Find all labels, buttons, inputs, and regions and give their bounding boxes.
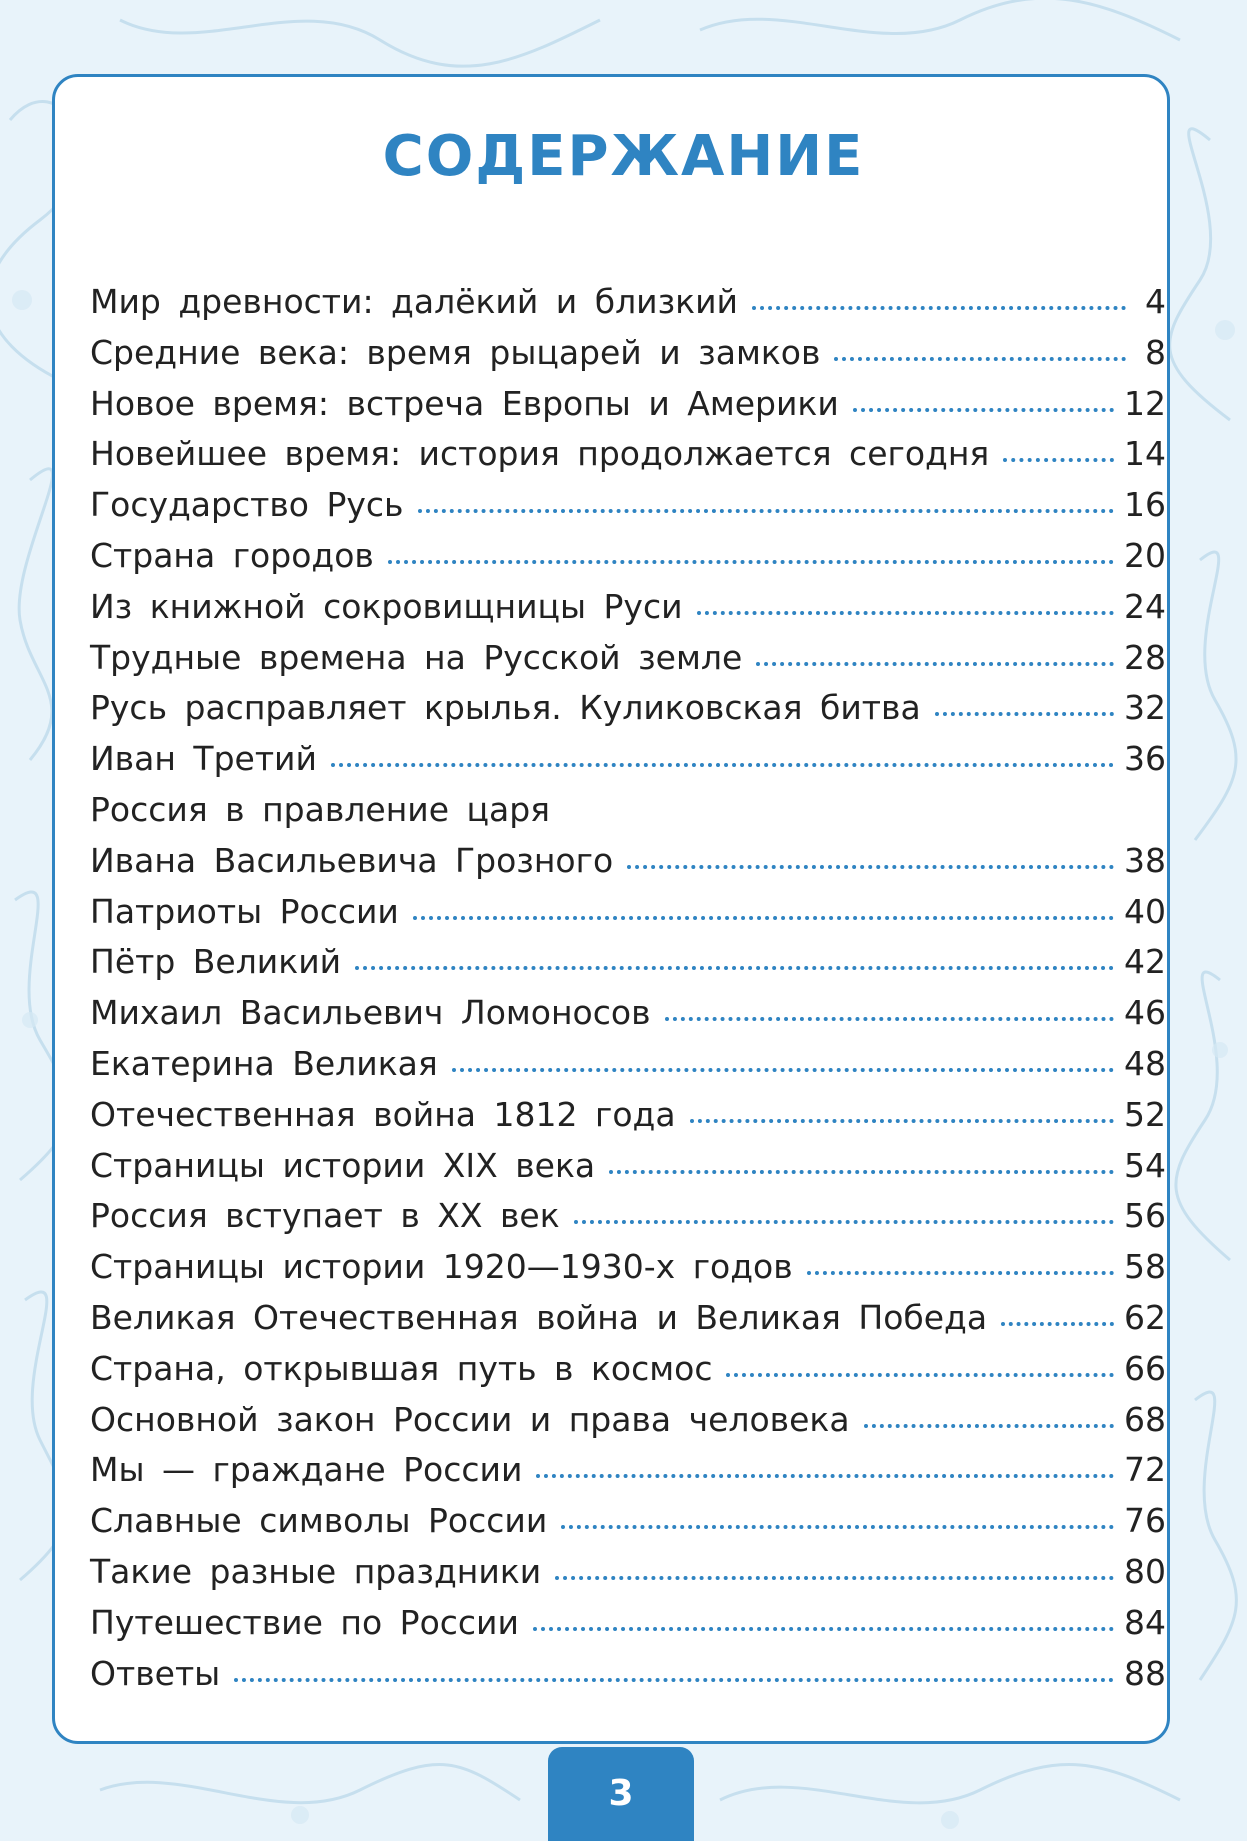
- toc-entry[interactable]: [90, 1298, 1166, 1349]
- dot-leader: [418, 509, 1115, 513]
- dot-leader: [853, 408, 1114, 412]
- toc-entry-page: 58: [1124, 1247, 1166, 1287]
- dot-leader: [388, 560, 1114, 564]
- toc-entry-title: Ответы: [90, 1653, 221, 1693]
- dot-leader: [555, 1576, 1114, 1580]
- toc-entry-title: Россия в правление царя: [90, 789, 550, 829]
- dot-leader: [1001, 1322, 1114, 1326]
- toc-entry-title: Страна городов: [90, 535, 374, 575]
- toc-entry[interactable]: [90, 1146, 1166, 1197]
- dot-leader: [726, 1373, 1114, 1377]
- toc-entry-title: Екатерина Великая: [90, 1043, 438, 1083]
- toc-entry-page: 16: [1124, 485, 1166, 525]
- toc-entry[interactable]: [90, 688, 1166, 739]
- toc-entry-title: Средние века: время рыцарей и замков: [90, 332, 821, 372]
- dot-leader: [452, 1068, 1114, 1072]
- toc-entry-title: Новейшее время: история продолжается сегодня: [90, 434, 990, 474]
- toc-entry-page: 80: [1124, 1551, 1166, 1591]
- dot-leader: [561, 1525, 1114, 1529]
- toc-entry-title: Славные символы России: [90, 1501, 548, 1541]
- dot-leader: [756, 662, 1114, 666]
- dot-leader: [665, 1017, 1114, 1021]
- toc-entry[interactable]: [90, 993, 1166, 1044]
- toc-entry[interactable]: [90, 841, 1166, 892]
- toc-entry[interactable]: [90, 892, 1166, 943]
- page-number: 3: [548, 1747, 694, 1841]
- toc-entry-title: Государство Русь: [90, 485, 404, 525]
- toc-entry-title: Страницы истории 1920—1930-х годов: [90, 1247, 793, 1287]
- dot-leader: [609, 1170, 1114, 1174]
- toc-entry[interactable]: [90, 1501, 1166, 1552]
- toc-entry-title: Михаил Васильевич Ломоносов: [90, 993, 651, 1033]
- toc-entry[interactable]: [90, 384, 1166, 435]
- table-of-contents: [90, 282, 1166, 1704]
- toc-entry-title: Мир древности: далёкий и близкий: [90, 282, 739, 321]
- toc-entry-page: 38: [1124, 840, 1166, 880]
- toc-entry-page: 12: [1124, 383, 1166, 423]
- dot-leader: [752, 306, 1126, 310]
- toc-entry-title: Русь расправляет крылья. Куликовская битва: [90, 688, 921, 728]
- dot-leader: [807, 1271, 1114, 1275]
- toc-entry-page: 48: [1124, 1043, 1166, 1083]
- toc-entry-page: 24: [1124, 586, 1166, 626]
- toc-entry-title: Отечественная война 1812 года: [90, 1094, 676, 1134]
- toc-entry-page: 40: [1124, 891, 1166, 931]
- toc-entry[interactable]: [90, 1603, 1166, 1654]
- toc-entry-page: 68: [1124, 1399, 1166, 1439]
- toc-entry-title: Путешествие по России: [90, 1602, 519, 1642]
- toc-entry-title: Страна, открывшая путь в космос: [90, 1348, 713, 1388]
- toc-entry-title: Великая Отечественная война и Великая Победа: [90, 1297, 988, 1337]
- toc-entry[interactable]: [90, 739, 1166, 790]
- dot-leader: [834, 357, 1126, 361]
- toc-entry[interactable]: [90, 587, 1166, 638]
- dot-leader: [1003, 458, 1114, 462]
- dot-leader: [864, 1424, 1114, 1428]
- dot-leader: [234, 1678, 1114, 1682]
- toc-entry-page: 62: [1124, 1297, 1166, 1337]
- toc-entry-title: Трудные времена на Русской земле: [90, 637, 743, 677]
- toc-entry-page: 28: [1124, 637, 1166, 677]
- toc-entry[interactable]: [90, 1654, 1166, 1705]
- toc-entry[interactable]: [90, 1196, 1166, 1247]
- toc-entry[interactable]: [90, 282, 1166, 333]
- toc-entry-page: 32: [1124, 688, 1166, 728]
- dot-leader: [355, 966, 1114, 970]
- toc-entry-page: 88: [1124, 1653, 1166, 1693]
- toc-entry-title: Мы — граждане России: [90, 1450, 523, 1490]
- toc-entry[interactable]: [90, 485, 1166, 536]
- toc-entry-page: 76: [1124, 1501, 1166, 1541]
- dot-leader: [697, 611, 1114, 615]
- toc-entry[interactable]: [90, 638, 1166, 689]
- toc-entry-page: 20: [1124, 535, 1166, 575]
- toc-entry-title: Россия вступает в XX век: [90, 1196, 560, 1236]
- dot-leader: [536, 1474, 1114, 1478]
- toc-entry-page: 36: [1124, 739, 1166, 779]
- toc-entry-page: 46: [1124, 993, 1166, 1033]
- toc-entry-page: 42: [1124, 942, 1166, 982]
- toc-entry[interactable]: [90, 333, 1166, 384]
- toc-entry[interactable]: [90, 942, 1166, 993]
- toc-entry-page: 4: [1145, 282, 1166, 321]
- toc-entry-page: 72: [1124, 1450, 1166, 1490]
- toc-entry-title: Патриоты России: [90, 891, 399, 931]
- toc-entry[interactable]: [90, 1552, 1166, 1603]
- dot-leader: [690, 1119, 1114, 1123]
- toc-entry[interactable]: [90, 434, 1166, 485]
- toc-entry[interactable]: [90, 1349, 1166, 1400]
- dot-leader: [935, 712, 1114, 716]
- toc-entry-title: Иван Третий: [90, 739, 317, 779]
- toc-entry[interactable]: [90, 790, 1166, 841]
- toc-entry-title: Ивана Васильевича Грозного: [90, 840, 614, 880]
- toc-entry-title: Основной закон России и права человека: [90, 1399, 850, 1439]
- dot-leader: [533, 1627, 1114, 1631]
- toc-entry-title: Такие разные праздники: [90, 1551, 542, 1591]
- toc-entry[interactable]: [90, 1247, 1166, 1298]
- toc-entry-page: 8: [1145, 332, 1166, 372]
- dot-leader: [331, 763, 1114, 767]
- toc-entry-page: 56: [1124, 1196, 1166, 1236]
- toc-entry-page: 66: [1124, 1348, 1166, 1388]
- dot-leader: [574, 1220, 1114, 1224]
- toc-entry-page: 84: [1124, 1602, 1166, 1642]
- toc-entry-page: 54: [1124, 1145, 1166, 1185]
- toc-entry-title: Страницы истории XIX века: [90, 1145, 596, 1185]
- toc-entry-page: 14: [1124, 434, 1166, 474]
- toc-entry[interactable]: [90, 1400, 1166, 1451]
- toc-entry-title: Из книжной сокровищницы Руси: [90, 586, 683, 626]
- toc-entry-page: 52: [1124, 1094, 1166, 1134]
- dot-leader: [413, 916, 1114, 920]
- toc-entry[interactable]: [90, 1044, 1166, 1095]
- toc-entry-title: Пётр Великий: [90, 942, 342, 982]
- toc-entry-title: Новое время: встреча Европы и Америки: [90, 383, 839, 423]
- page-title: СОДЕРЖАНИЕ: [382, 124, 865, 189]
- dot-leader: [627, 865, 1114, 869]
- toc-entry[interactable]: [90, 536, 1166, 587]
- toc-entry[interactable]: [90, 1095, 1166, 1146]
- toc-entry[interactable]: [90, 1450, 1166, 1501]
